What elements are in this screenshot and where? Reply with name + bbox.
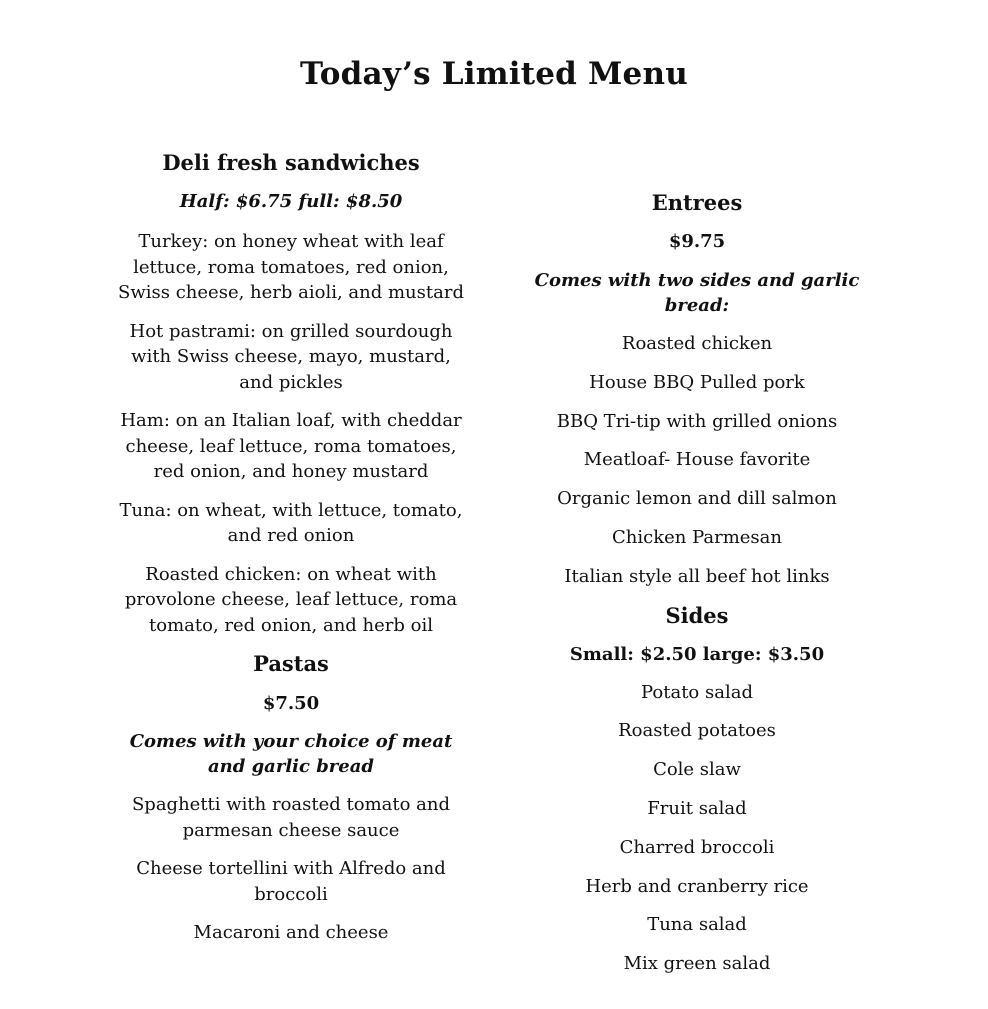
side-item: Fruit salad <box>647 797 747 819</box>
sandwich-item-tuna: Tuna: on wheat, with lettuce, tomato, and red onion <box>119 499 463 546</box>
side-item: Tuna salad <box>647 914 747 936</box>
side-item: Potato salad <box>641 681 753 703</box>
sandwich-item-ham: Ham: on an Italian loaf, with cheddar cheese, leaf lettuce, roma tomatoes, red onion, and honey mustard <box>120 410 462 482</box>
pastas-heading: Pastas <box>253 651 329 676</box>
sandwiches-section <box>112 150 470 638</box>
sandwiches-heading: Deli fresh sandwiches <box>162 150 420 175</box>
entree-item: House BBQ Pulled pork <box>589 371 805 393</box>
sandwich-item-hot-pastrami: Hot pastrami: on grilled sourdough with Swiss cheese, mayo, mustard, and pickles <box>129 320 453 393</box>
entree-item: Organic lemon and dill salmon <box>557 488 837 510</box>
entree-item: Italian style all beef hot links <box>564 565 830 587</box>
page-title: Today’s Limited Menu <box>300 56 688 92</box>
sandwich-item-roasted-chicken: Roasted chicken: on wheat with provolone cheese, leaf lettuce, roma tomato, red onion, and herb oil <box>124 563 458 636</box>
right-column <box>510 190 884 990</box>
sides-price: Small: $2.50 large: $3.50 <box>569 643 825 665</box>
side-item: Herb and cranberry rice <box>585 875 809 897</box>
entrees-section <box>510 190 884 589</box>
pastas-section <box>112 651 470 946</box>
side-item: Cole slaw <box>653 759 741 781</box>
pasta-item-spaghetti: Spaghetti with roasted tomato and parmesan cheese sauce <box>131 794 451 841</box>
entree-item: Meatloaf- House favorite <box>583 449 811 471</box>
pastas-note: Comes with your choice of meat and garlic bread <box>129 731 453 777</box>
sandwiches-price: Half: $6.75 full: $8.50 <box>179 191 403 212</box>
entree-item: Roasted chicken <box>621 333 773 354</box>
sandwich-item-turkey: Turkey: on honey wheat with leaf lettuce, roma tomatoes, red onion, Swiss cheese, herb aioli, and mustard <box>118 231 464 303</box>
side-item: Mix green salad <box>623 953 771 975</box>
sides-heading: Sides <box>665 602 729 628</box>
entrees-heading: Entrees <box>651 190 743 215</box>
side-item: Charred broccoli <box>619 836 775 858</box>
sandwiches-list <box>112 229 470 638</box>
entrees-price: $9.75 <box>668 231 726 252</box>
pasta-item-tortellini: Cheese tortellini with Alfredo and broccoli <box>136 858 446 905</box>
entree-item: Chicken Parmesan <box>612 526 782 548</box>
pastas-price: $7.50 <box>262 693 320 714</box>
sides-list <box>510 680 884 977</box>
pastas-list <box>112 792 470 946</box>
sides-section <box>510 603 884 977</box>
left-column <box>112 150 470 959</box>
entree-item: BBQ Tri-tip with grilled onions <box>556 410 838 432</box>
entrees-note: Comes with two sides and garlic bread: <box>534 270 860 316</box>
pasta-item-macaroni: Macaroni and cheese <box>193 922 389 943</box>
entrees-list <box>510 331 884 589</box>
side-item: Roasted potatoes <box>618 720 776 742</box>
